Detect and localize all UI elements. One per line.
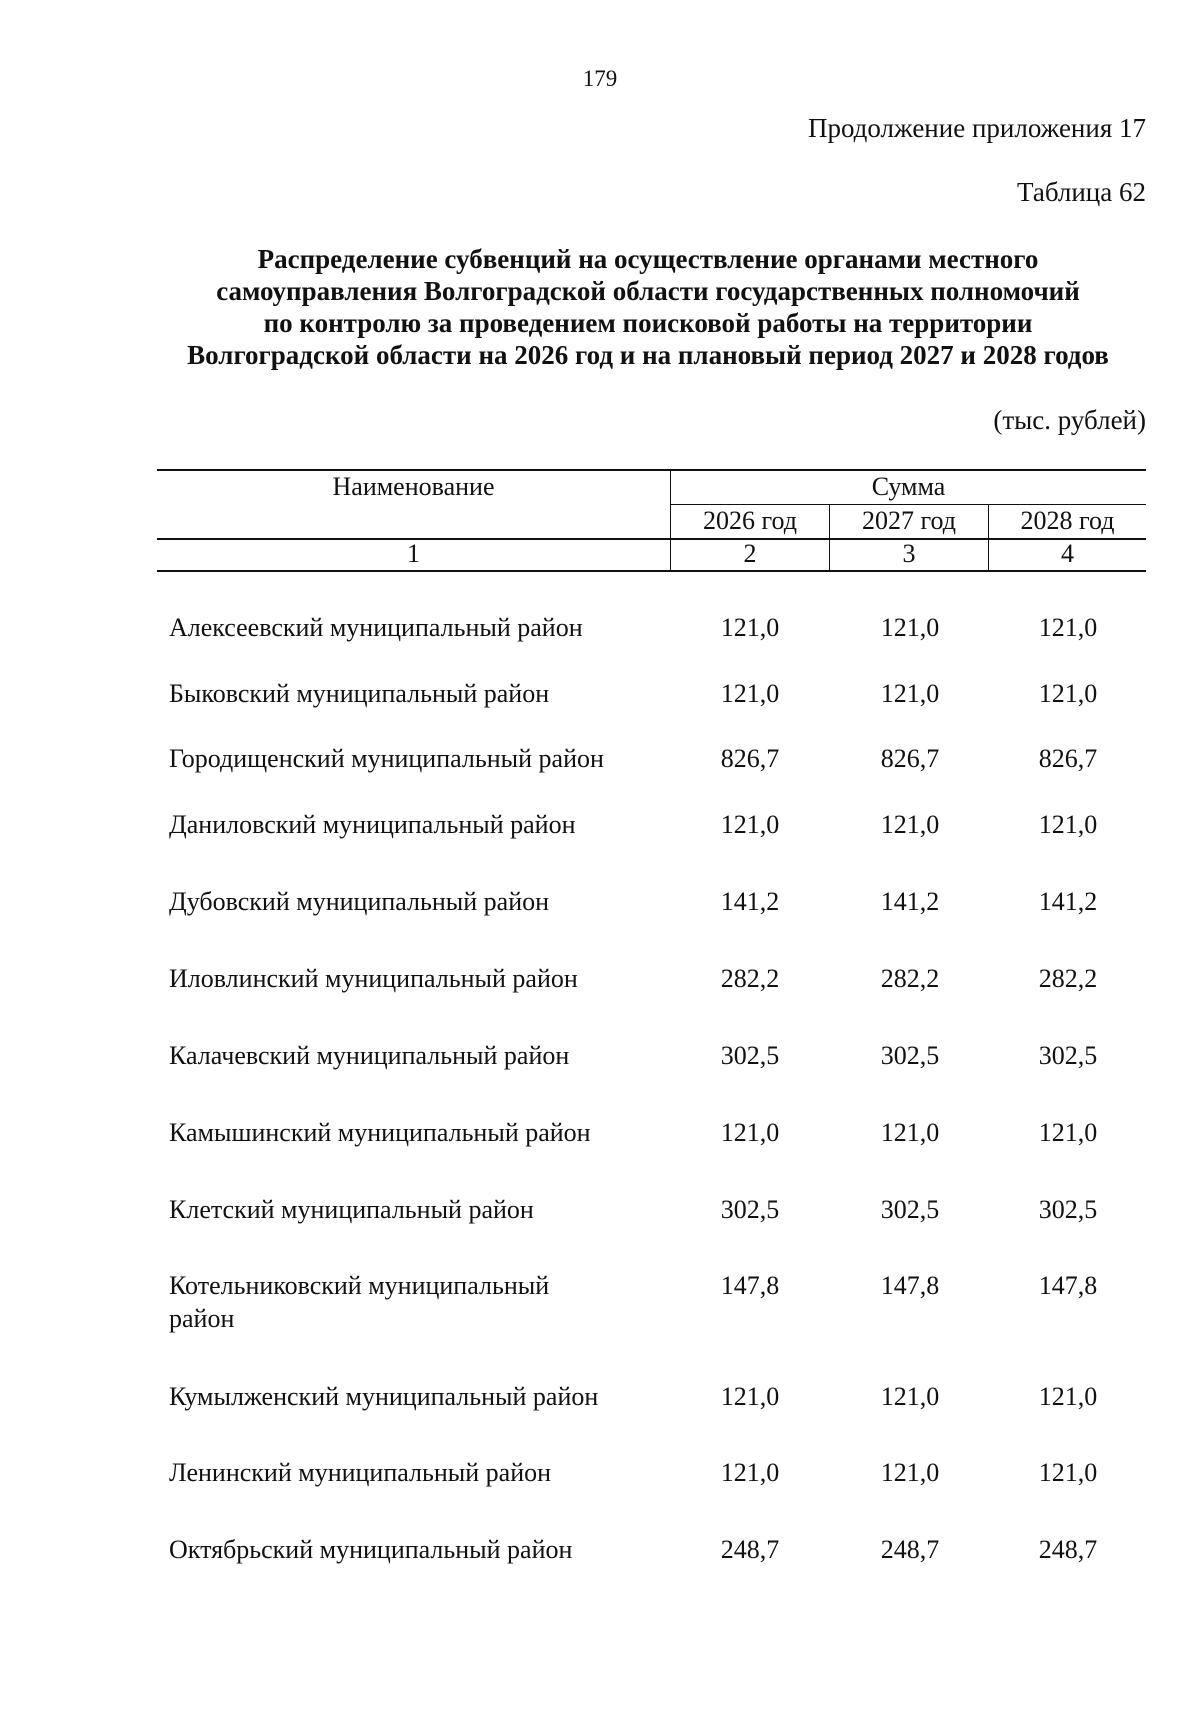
row-value-2028: 248,7 [1038,1535,1098,1564]
row-value-2027: 302,5 [880,1195,940,1224]
row-name-line: Котельниковский муниципальный [169,1271,550,1300]
row-value-2028: 121,0 [1038,1382,1098,1411]
row-value-2027: 121,0 [880,1382,940,1411]
row-value-2026: 121,0 [720,1118,780,1147]
header-name: Наименование [332,472,495,501]
row-value-2027: 282,2 [880,964,940,993]
row-name-line: район [169,1304,235,1333]
row-value-2028: 121,0 [1038,810,1098,839]
row-name: Быковский муниципальный район [169,679,550,708]
appendix-continuation: Продолжение приложения 17 [807,113,1146,143]
document-title [150,243,1146,371]
row-value-2026: 248,7 [720,1535,780,1564]
row-value-2026: 121,0 [720,1458,780,1487]
header-top-rule [157,469,1146,471]
row-value-2027: 121,0 [880,679,940,708]
row-name: Калачевский муниципальный район [169,1041,570,1070]
row-value-2028: 141,2 [1038,887,1098,916]
row-value-2027: 826,7 [880,744,940,773]
row-value-2028: 121,0 [1038,1118,1098,1147]
title-line: самоуправления Волгоградской области государственных полномочий [216,276,1080,306]
header-year-2026: 2026 год [703,506,797,535]
row-name: Дубовский муниципальный район [169,887,550,916]
row-name: Клетский муниципальный район [169,1195,534,1224]
header-sum: Сумма [871,472,946,501]
row-name: Даниловский муниципальный район [169,810,576,839]
row-value-2026: 121,0 [720,810,780,839]
header-year-2028: 2028 год [1020,506,1115,535]
row-value-2027: 121,0 [880,810,940,839]
row-name: Алексеевский муниципальный район [169,613,583,642]
header-colnum-4: 4 [1061,539,1074,568]
row-value-2027: 248,7 [880,1535,940,1564]
row-value-2026: 141,2 [720,887,780,916]
row-value-2026: 121,0 [720,679,780,708]
row-value-2028: 282,2 [1038,964,1098,993]
row-value-2028: 121,0 [1038,679,1098,708]
row-name: Кумылженский муниципальный район [169,1382,599,1411]
row-name: Октябрьский муниципальный район [169,1535,573,1564]
header-colnum-3: 3 [902,539,916,568]
row-name [169,1269,669,1335]
row-name: Городищенский муниципальный район [169,744,604,773]
table-header [157,469,1146,572]
row-value-2027: 121,0 [880,613,940,642]
header-colnum-1: 1 [407,539,420,568]
title-line: Распределение субвенций на осуществление органами местного [257,244,1039,274]
row-value-2028: 302,5 [1038,1195,1098,1224]
row-value-2027: 141,2 [880,887,940,916]
row-name: Иловлинский муниципальный район [169,964,578,993]
row-value-2026: 826,7 [720,744,780,773]
row-value-2028: 302,5 [1038,1041,1098,1070]
header-bottom-rule [157,570,1146,572]
row-value-2028: 121,0 [1038,1458,1098,1487]
row-value-2028: 121,0 [1038,613,1098,642]
title-line: Волгоградской области на 2026 год и на плановый период 2027 и 2028 годов [187,340,1109,370]
row-value-2026: 302,5 [720,1041,780,1070]
row-value-2026: 302,5 [720,1195,780,1224]
row-name: Камышинский муниципальный район [169,1118,591,1147]
row-value-2027: 121,0 [880,1458,940,1487]
row-value-2026: 282,2 [720,964,780,993]
row-value-2026: 121,0 [720,1382,780,1411]
table-number: Таблица 62 [1017,177,1146,207]
row-value-2027: 147,8 [880,1271,940,1300]
title-line: по контролю за проведением поисковой работы на территории [263,308,1033,338]
row-value-2028: 826,7 [1038,744,1098,773]
header-colnum-2: 2 [743,539,757,568]
row-value-2027: 121,0 [880,1118,940,1147]
units-label: (тыс. рублей) [993,405,1146,435]
header-year-2027: 2027 год [862,506,956,535]
row-value-2026: 121,0 [720,613,780,642]
row-name: Ленинский муниципальный район [169,1458,552,1487]
header-years-rule [671,504,1146,505]
row-value-2026: 147,8 [720,1271,780,1300]
page-number: 179 [582,66,618,91]
row-value-2027: 302,5 [880,1041,940,1070]
row-value-2028: 147,8 [1038,1271,1098,1300]
